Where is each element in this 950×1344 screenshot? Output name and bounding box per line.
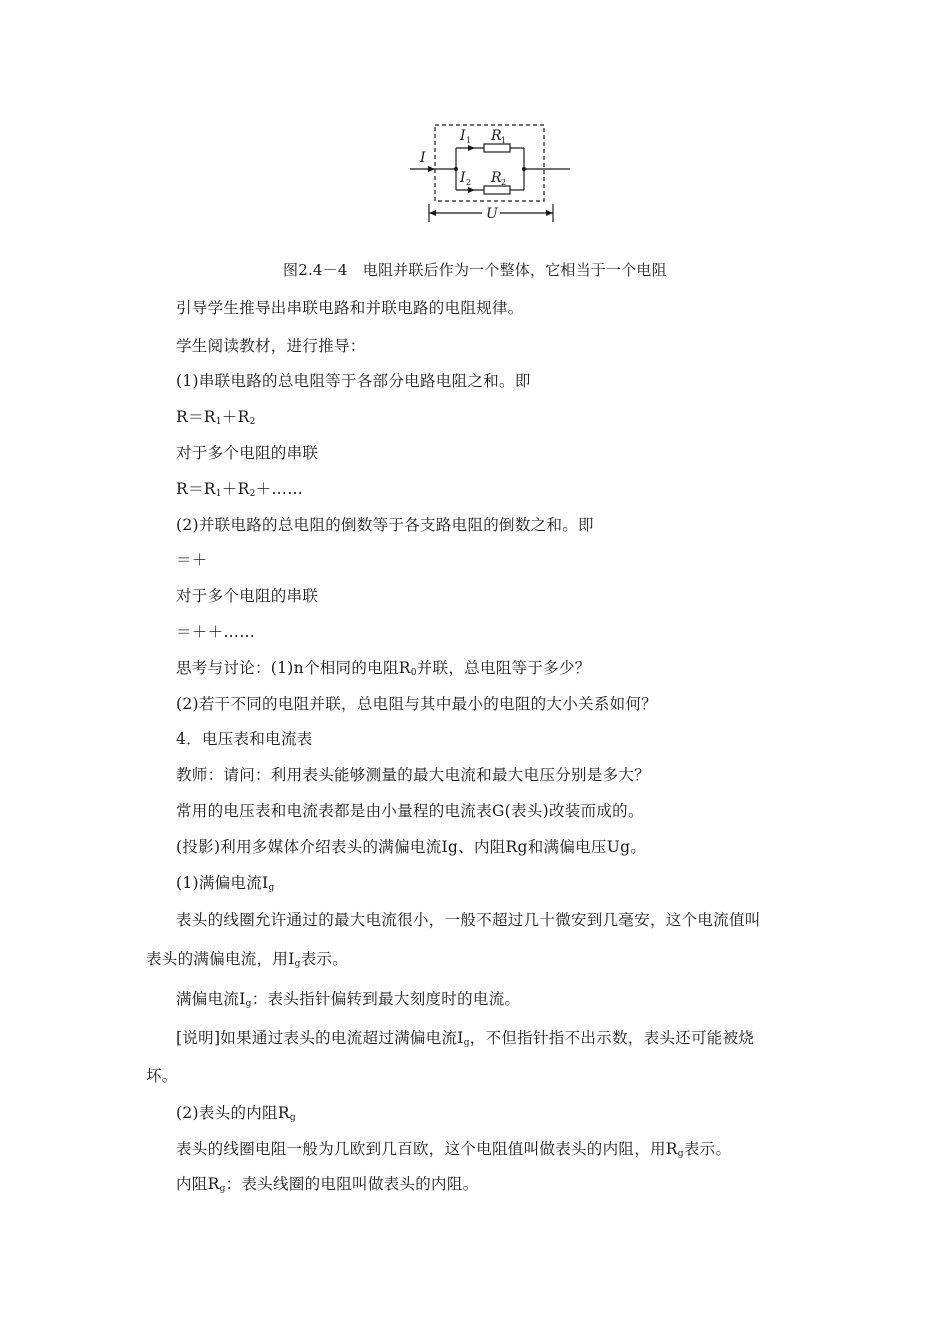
formula-line: ＝＋＋……: [176, 623, 256, 641]
subheading: (1)满偏电流$I_g$: [176, 874, 275, 893]
text-line: (投影)利用多媒体介绍表头的满偏电流Ig、内阻Rg和满偏电压Ug。: [176, 838, 647, 856]
text-line: 内阻$R_g$：表头线圈的电阻叫做表头的内阻。: [176, 1175, 479, 1194]
figure-caption: 图2.4－4 电阻并联后作为一个整体，它相当于一个电阻: [283, 261, 667, 279]
text-line: 引导学生推导出串联电路和并联电路的电阻规律。: [176, 299, 524, 317]
text-line: 对于多个电阻的串联: [176, 444, 319, 462]
text-line: 常用的电压表和电流表都是由小量程的电流表G(表头)改装而成的。: [176, 802, 644, 820]
resistor-R1: [484, 144, 510, 152]
label-I2: I: [460, 170, 466, 186]
label-R1: R: [491, 128, 502, 144]
formula-line: ＝＋: [176, 551, 208, 569]
label-I1-sub: 1: [466, 136, 472, 145]
current-arrow-I: [428, 166, 435, 172]
label-R2-sub: 2: [501, 178, 507, 187]
label-U: U: [486, 206, 498, 222]
text-line: 教师：请问：利用表头能够测量的最大电流和最大电压分别是多大？: [176, 766, 651, 784]
current-arrow-I1: [468, 145, 475, 151]
text-line: [说明]如果通过表头的电流超过满偏电流$I_g$，不但指针指不出示数，表头还可能被烧: [176, 1029, 755, 1048]
text-line: (2)并联电路的总电阻的倒数等于各支路电阻的倒数之和。即: [176, 516, 594, 534]
formula-line: $R=R_1+R_2+\dots\dots$: [176, 480, 303, 499]
formula-line: $R=R_1+R_2$: [176, 408, 256, 427]
text-line: 表头的线圈允许通过的最大电流很小，一般不超过几十微安到几毫安，这个电流值叫: [176, 911, 761, 929]
text-line: 表头的线圈电阻一般为几欧到几百欧，这个电阻值叫做表头的内阻，用$R_g$表示。: [176, 1140, 732, 1159]
label-I2-sub: 2: [466, 178, 472, 187]
section-heading: 4．电压表和电流表: [176, 730, 313, 748]
text-line: 坏。: [146, 1067, 178, 1085]
label-R1-sub: 1: [501, 136, 507, 145]
current-arrow-I2: [468, 187, 475, 193]
label-I: I: [420, 150, 426, 166]
text-line: 表头的满偏电流，用$I_g$表示。: [146, 950, 349, 969]
text-line: (2)若干不同的电阻并联，总电阻与其中最小的电阻的大小关系如何？: [176, 695, 658, 713]
circuit-diagram: [402, 118, 577, 230]
resistor-R2: [484, 186, 510, 194]
label-I1: I: [460, 128, 466, 144]
label-R2: R: [491, 170, 502, 186]
subheading: (2)表头的内阻$R_g$: [176, 1104, 296, 1123]
text-line: 对于多个电阻的串联: [176, 587, 319, 605]
text-line: 学生阅读教材，进行推导：: [176, 337, 366, 355]
parallel-circuit-figure: [402, 118, 577, 230]
text-line: (1)串联电路的总电阻等于各部分电路电阻之和。即: [176, 372, 531, 390]
text-line: 思考与讨论：(1)n个相同的电阻$R_0$并联，总电阻等于多少？: [176, 659, 591, 678]
text-line: 满偏电流$I_g$：表头指针偏转到最大刻度时的电流。: [176, 990, 521, 1009]
